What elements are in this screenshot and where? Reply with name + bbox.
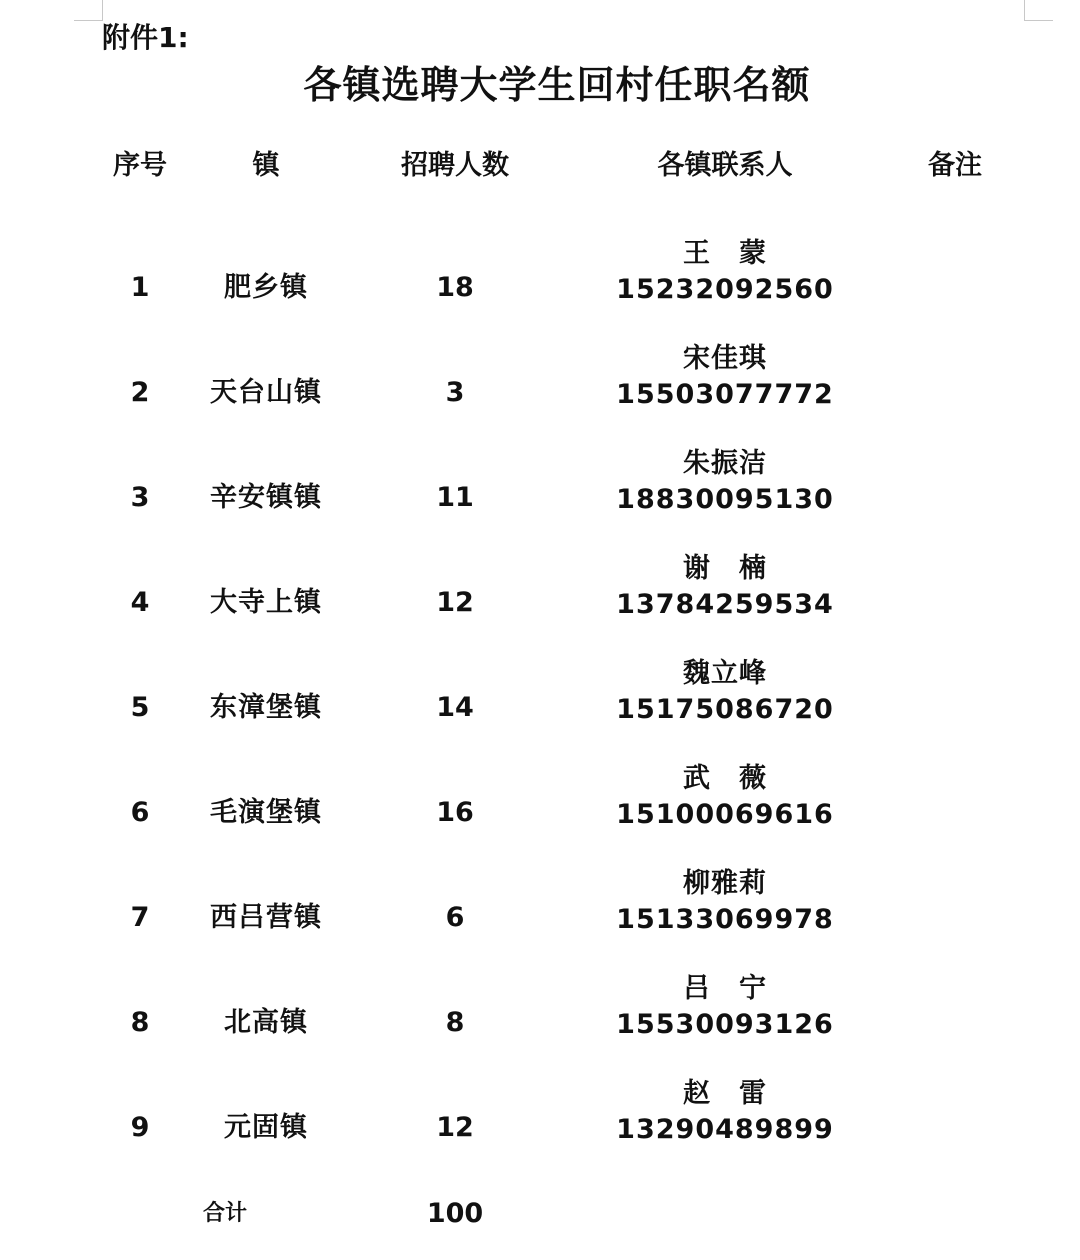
page-title: 各镇选聘大学生回村任职名额 <box>303 63 811 107</box>
row-contact <box>600 446 850 518</box>
row-contact <box>600 971 850 1043</box>
table-row <box>0 446 1080 551</box>
row-count: 18 <box>436 272 474 303</box>
contact-phone: 15503077772 <box>616 379 834 410</box>
total-label: 合计 <box>202 1201 247 1226</box>
column-header-town: 镇 <box>252 150 280 181</box>
table-row <box>0 971 1080 1076</box>
contact-phone: 15175086720 <box>616 694 834 725</box>
row-count: 12 <box>436 1112 474 1143</box>
row-count: 12 <box>436 587 474 618</box>
row-contact <box>600 656 850 728</box>
contact-phone: 15232092560 <box>616 274 834 305</box>
contact-name: 柳雅莉 <box>683 868 767 899</box>
row-contact <box>600 341 850 413</box>
row-town: 肥乡镇 <box>224 272 308 303</box>
row-contact <box>600 866 850 938</box>
table-row <box>0 551 1080 656</box>
contact-name: 王 蒙 <box>683 238 767 269</box>
row-count: 16 <box>436 797 474 828</box>
row-town: 大寺上镇 <box>210 587 322 618</box>
contact-name: 吕 宁 <box>683 973 767 1004</box>
contact-phone: 13784259534 <box>616 589 834 620</box>
row-count: 8 <box>445 1007 465 1038</box>
row-contact <box>600 1076 850 1148</box>
row-count: 3 <box>445 377 465 408</box>
attachment-label: 附件1: <box>102 21 189 54</box>
row-index: 9 <box>130 1112 150 1143</box>
contact-name: 武 薇 <box>683 763 767 794</box>
column-header-index: 序号 <box>113 150 167 181</box>
row-town: 西吕营镇 <box>210 902 322 933</box>
row-index: 8 <box>130 1007 150 1038</box>
column-header-contact: 各镇联系人 <box>657 150 793 181</box>
column-header-count: 招聘人数 <box>401 150 509 181</box>
column-header-note: 备注 <box>928 150 982 181</box>
table-row <box>0 236 1080 341</box>
row-count: 6 <box>445 902 465 933</box>
page-corner-mark-left <box>74 0 103 21</box>
contact-name: 宋佳琪 <box>683 343 767 374</box>
row-town: 元固镇 <box>224 1112 308 1143</box>
row-index: 7 <box>130 902 150 933</box>
contact-name: 魏立峰 <box>683 658 767 689</box>
total-value: 100 <box>426 1198 484 1229</box>
contact-phone: 18830095130 <box>616 484 834 515</box>
contact-name: 朱振洁 <box>683 448 767 479</box>
contact-phone: 13290489899 <box>616 1114 834 1145</box>
contact-name: 谢 楠 <box>683 553 767 584</box>
contact-phone: 15133069978 <box>616 904 834 935</box>
row-count: 11 <box>436 482 474 513</box>
table-row <box>0 656 1080 761</box>
row-town: 毛演堡镇 <box>210 797 322 828</box>
row-town: 天台山镇 <box>210 377 322 408</box>
contact-name: 赵 雷 <box>683 1078 767 1109</box>
row-count: 14 <box>436 692 474 723</box>
contact-phone: 15530093126 <box>616 1009 834 1040</box>
contact-phone: 15100069616 <box>616 799 834 830</box>
row-contact <box>600 551 850 623</box>
row-town: 东漳堡镇 <box>210 692 322 723</box>
row-contact <box>600 761 850 833</box>
row-town: 北高镇 <box>224 1007 308 1038</box>
row-index: 3 <box>130 482 150 513</box>
table-row <box>0 761 1080 866</box>
row-town: 辛安镇镇 <box>210 482 322 513</box>
table-row <box>0 866 1080 971</box>
row-index: 4 <box>130 587 150 618</box>
row-index: 6 <box>130 797 150 828</box>
table-row <box>0 341 1080 446</box>
page-corner-mark-right <box>1024 0 1053 21</box>
table-row <box>0 1076 1080 1181</box>
row-index: 1 <box>130 272 150 303</box>
row-contact <box>600 236 850 308</box>
row-index: 2 <box>130 377 150 408</box>
row-index: 5 <box>130 692 150 723</box>
